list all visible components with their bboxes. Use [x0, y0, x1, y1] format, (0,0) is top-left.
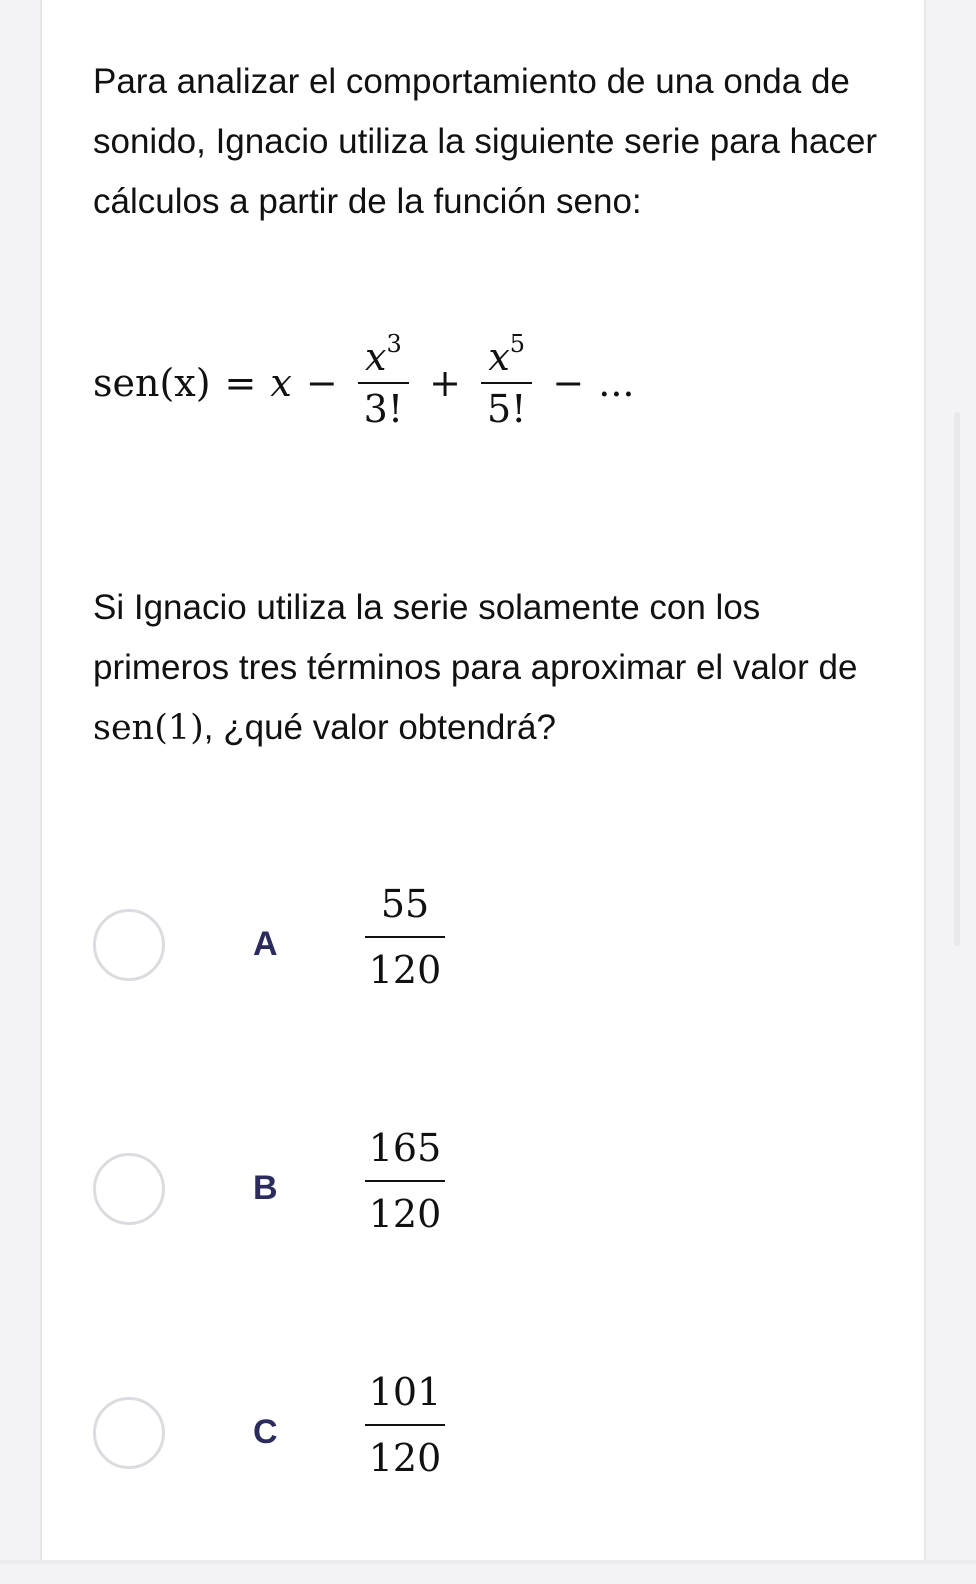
- option-a-denominator: 120: [365, 936, 445, 994]
- option-c-letter: C: [253, 1413, 278, 1451]
- option-b-denominator: 120: [365, 1180, 445, 1238]
- option-a-letter: A: [253, 925, 278, 963]
- formula-minus: −: [305, 361, 338, 405]
- sine-series-formula: [93, 318, 635, 448]
- formula-plus: +: [429, 361, 461, 405]
- option-c[interactable]: [93, 1368, 873, 1498]
- formula-term-x: x: [270, 361, 292, 405]
- option-c-denominator: 120: [365, 1424, 445, 1482]
- frac2-exponent: 5: [509, 330, 526, 358]
- formula-ellipsis: ...: [598, 361, 635, 405]
- frac1-denominator: 3!: [358, 382, 409, 428]
- option-c-fraction: [365, 1368, 445, 1482]
- prompt-end: , ¿qué valor obtendrá?: [203, 708, 556, 747]
- scrollbar-thumb[interactable]: [954, 412, 960, 946]
- option-b-radio[interactable]: [93, 1153, 165, 1225]
- option-b-fraction: [365, 1124, 445, 1238]
- formula-lhs: sen(x): [93, 361, 211, 405]
- question-card: [40, 0, 926, 1562]
- option-b-numerator: 165: [368, 1126, 442, 1170]
- option-b-letter: B: [253, 1169, 278, 1207]
- option-a-radio[interactable]: [93, 909, 165, 981]
- frac1-base: x: [365, 335, 387, 379]
- question-prompt: [93, 578, 883, 758]
- option-a-fraction: [365, 880, 445, 994]
- frac1-exponent: 3: [386, 330, 402, 358]
- option-c-numerator: 101: [368, 1370, 442, 1414]
- bottom-divider: [0, 1560, 976, 1564]
- option-a-numerator: 55: [380, 882, 430, 926]
- option-a[interactable]: [93, 880, 873, 1010]
- formula-equals: =: [224, 361, 257, 405]
- frac2-base: x: [488, 335, 510, 379]
- formula-minus-2: −: [552, 361, 585, 405]
- prompt-math: sen(1): [93, 708, 204, 748]
- option-b[interactable]: [93, 1124, 873, 1254]
- option-c-radio[interactable]: [93, 1397, 165, 1469]
- formula-fraction-x5: [481, 330, 532, 431]
- formula-fraction-x3: [358, 330, 409, 431]
- prompt-text: Si Ignacio utiliza la serie solamente con los primeros tres términos para aproximar el valor de: [93, 588, 858, 687]
- frac2-denominator: 5!: [481, 382, 532, 428]
- question-intro: Para analizar el comportamiento de una onda de sonido, Ignacio utiliza la siguiente serie para hacer cálculos a partir de la función seno:: [93, 62, 878, 221]
